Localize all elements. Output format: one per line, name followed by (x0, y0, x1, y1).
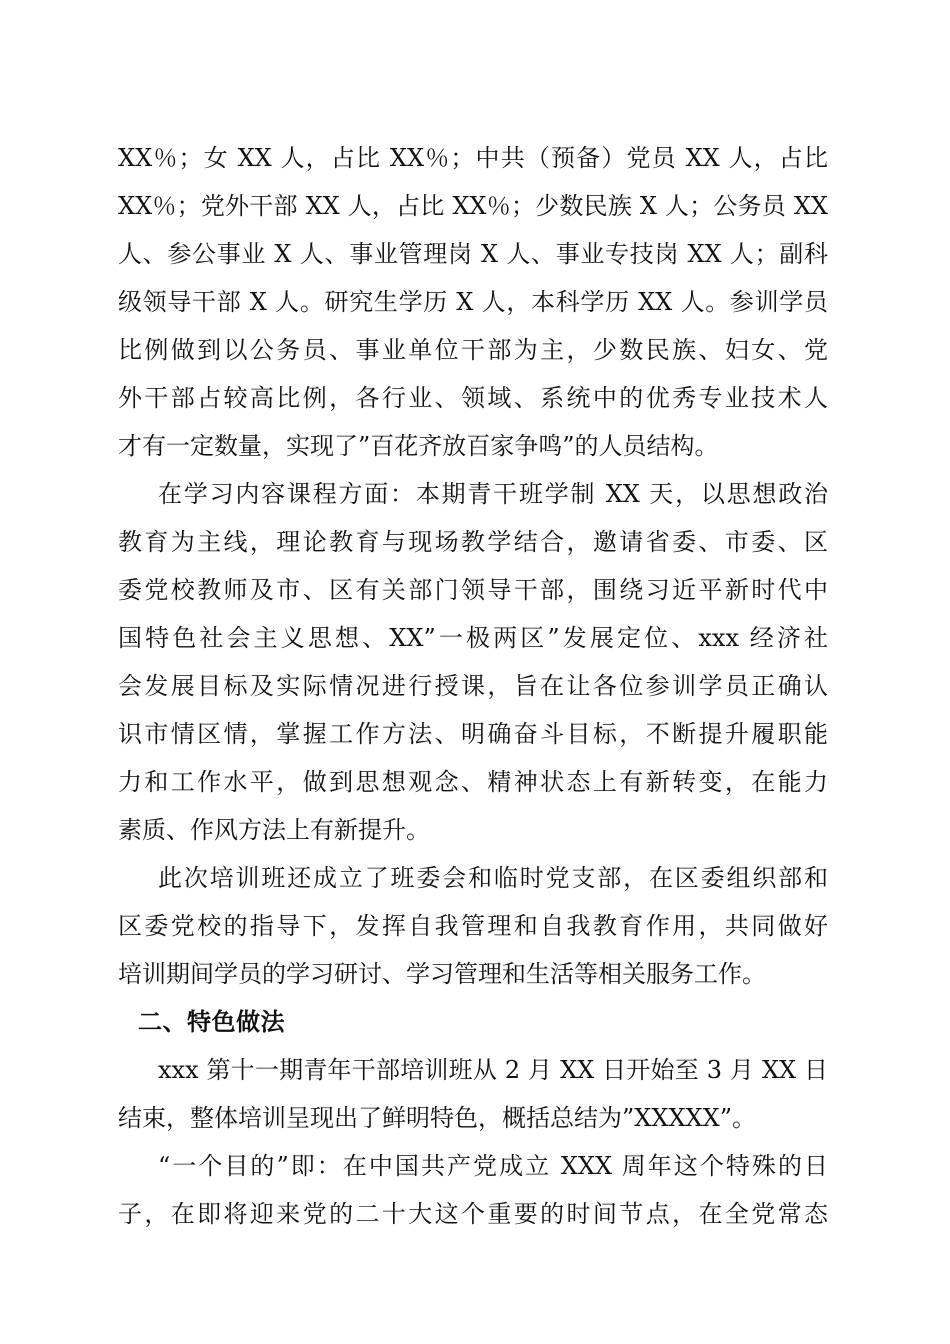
text-line: 人、参公事业 X 人、事业管理岗 X 人、事业专技岗 XX 人；副科 (118, 240, 828, 268)
paragraph-personnel-structure (118, 134, 828, 470)
text-line: 培训期间学员的学习研讨、学习管理和生活等相关服务工作。 (118, 960, 766, 988)
text-line: 区委党校的指导下，发挥自我管理和自我教育作用，共同做好 (118, 912, 828, 940)
paragraph-class-committee (118, 854, 828, 998)
text-line: 国特色社会主义思想、XX”一极两区”发展定位、xxx 经济社 (118, 624, 828, 652)
text-line: 识市情区情，掌握工作方法、明确奋斗目标，不断提升履职能 (118, 720, 828, 748)
text-line: 级领导干部 X 人。研究生学历 X 人，本科学历 XX 人。参训学员 (118, 288, 828, 316)
document-body (118, 134, 828, 1238)
text-line: 外干部占较高比例，各行业、领域、系统中的优秀专业技术人 (118, 384, 828, 412)
text-line: 子，在即将迎来党的二十大这个重要的时间节点，在全党常态 (118, 1200, 828, 1228)
paragraph-one-purpose (118, 1142, 828, 1238)
paragraph-training-overview (118, 1046, 828, 1142)
text-line: “一个目的”即：在中国共产党成立 XXX 周年这个特殊的日 (158, 1152, 828, 1180)
text-line: 比例做到以公务员、事业单位干部为主，少数民族、妇女、党 (118, 336, 828, 364)
text-line: xxx 第十一期青年干部培训班从 2 月 XX 日开始至 3 月 XX 日 (158, 1056, 828, 1084)
text-line: 此次培训班还成立了班委会和临时党支部，在区委组织部和 (158, 864, 828, 892)
text-line: XX％；女 XX 人，占比 XX％；中共（预备）党员 XX 人，占比 (118, 144, 828, 172)
text-line: 结束，整体培训呈现出了鲜明特色，概括总结为”XXXXX”。 (118, 1104, 756, 1132)
text-line: XX％；党外干部 XX 人，占比 XX％；少数民族 X 人；公务员 XX (118, 192, 828, 220)
text-line: 素质、作风方法上有新提升。 (118, 816, 430, 844)
paragraph-course-content (118, 470, 828, 854)
text-line: 在学习内容课程方面：本期青干班学制 XX 天，以思想政治 (158, 480, 828, 508)
text-line: 委党校教师及市、区有关部门领导干部，围绕习近平新时代中 (118, 576, 828, 604)
text-line: 会发展目标及实际情况进行授课，旨在让各位参训学员正确认 (118, 672, 828, 700)
text-line: 力和工作水平，做到思想观念、精神状态上有新转变，在能力 (118, 768, 828, 796)
section-heading: 二、特色做法 (138, 1008, 285, 1036)
text-line: 教育为主线，理论教育与现场教学结合，邀请省委、市委、区 (118, 528, 828, 556)
text-line: 才有一定数量，实现了”百花齐放百家争鸣”的人员结构。 (118, 432, 719, 460)
